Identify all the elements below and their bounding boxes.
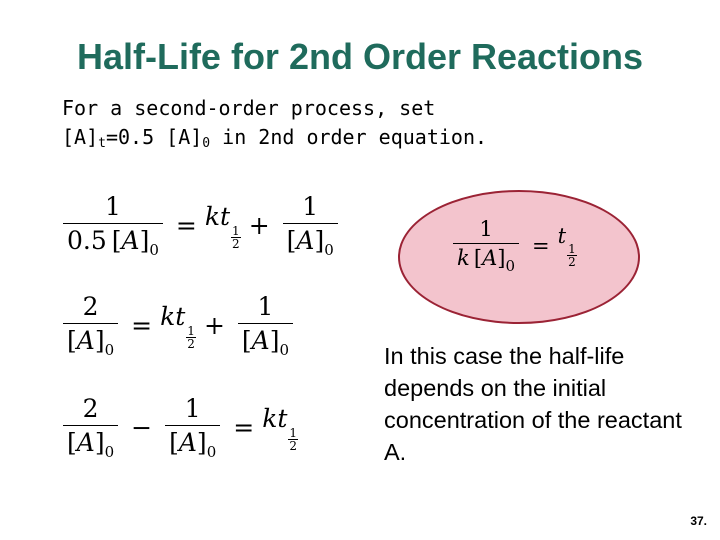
equation-3: $\frac{2}{[A]_0}$ − $\frac{1}{[A]_0}$ = kt $\frac{1}{2}$ — [58, 394, 298, 461]
intro-subscript-t: t — [98, 136, 106, 151]
result-fraction: $\frac{1}{k [A]_0}$ — [453, 217, 519, 275]
eq3-first-fraction: $\frac{2}{[A]_0}$ — [63, 394, 118, 461]
eq1-rhs-fraction: $\frac{1}{[A]_0}$ — [283, 192, 338, 259]
page-number: 37. — [690, 514, 707, 528]
eq1-lhs-fraction: $\frac{1}{0.5 [A]_0}$ — [63, 192, 163, 259]
intro-line-1: For a second-order process, set — [62, 96, 436, 120]
intro-conc-a: [A] — [62, 125, 99, 149]
intro-text — [62, 94, 487, 158]
intro-conc-half: =0.5 [A] — [105, 125, 203, 149]
half-life-result-equation: $\frac{1}{k [A]_0}$ = t $\frac{1}{2}$ — [448, 217, 577, 275]
intro-subscript-0: 0 — [202, 136, 211, 151]
intro-suffix: in 2nd order equation. — [210, 125, 488, 149]
explanation-note: In this case the half-life depends on the initial concentration of the reactant A. — [384, 343, 682, 465]
eq2-rhs-fraction: $\frac{1}{[A]_0}$ — [238, 292, 293, 359]
eq2-lhs-fraction: $\frac{2}{[A]_0}$ — [63, 292, 118, 359]
slide-title: Half-Life for 2nd Order Reactions — [76, 36, 644, 77]
equation-1: $\frac{1}{0.5 [A]_0}$ = kt $\frac{1}{2}$ + $\frac{1}{[A]_0}$ — [58, 192, 343, 259]
intro-line-2 — [62, 123, 487, 158]
eq3-second-fraction: $\frac{1}{[A]_0}$ — [165, 394, 220, 461]
equation-2: $\frac{2}{[A]_0}$ = kt $\frac{1}{2}$ + $\frac{1}{[A]_0}$ — [58, 292, 298, 359]
